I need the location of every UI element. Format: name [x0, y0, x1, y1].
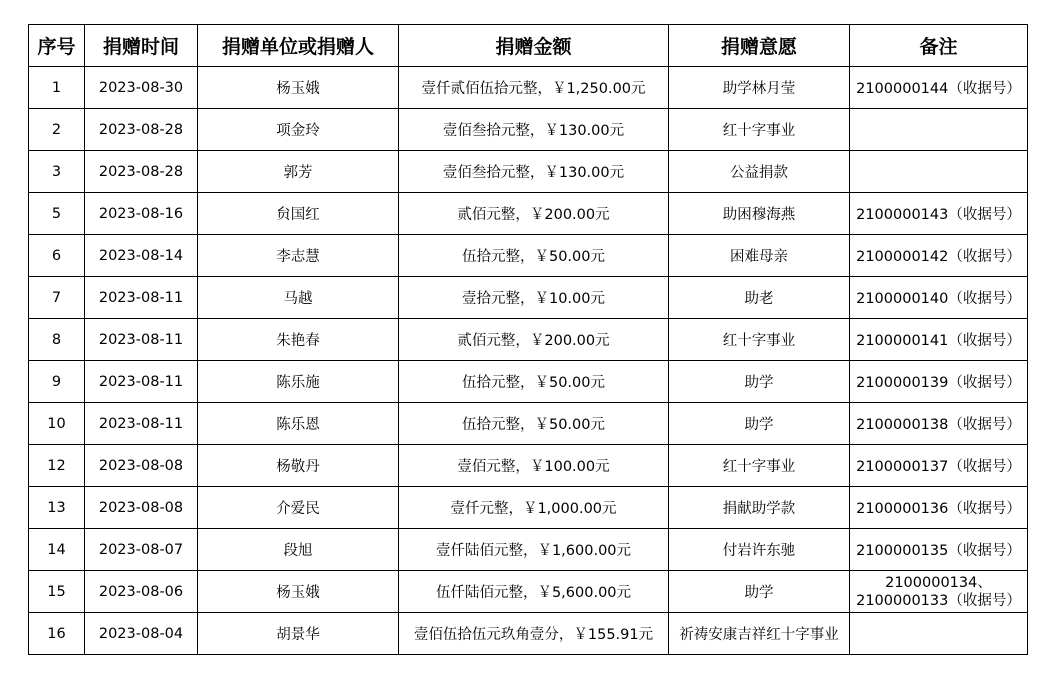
- cell-purpose: 助老: [669, 277, 850, 319]
- header-amount: 捐赠金额: [399, 25, 669, 67]
- cell-note: 2100000144（收据号）: [850, 67, 1028, 109]
- cell-date: 2023-08-08: [85, 487, 198, 529]
- table-row: [29, 487, 1028, 529]
- cell-donor: 朱艳春: [198, 319, 399, 361]
- cell-amount: 壹仟元整，￥1,000.00元: [399, 487, 669, 529]
- cell-date: 2023-08-11: [85, 277, 198, 319]
- table-row: [29, 571, 1028, 613]
- cell-donor: 段旭: [198, 529, 399, 571]
- cell-amount: 伍拾元整，￥50.00元: [399, 235, 669, 277]
- cell-seq: 7: [29, 277, 85, 319]
- donation-table: [28, 24, 1028, 655]
- cell-purpose: 红十字事业: [669, 109, 850, 151]
- header-purpose: 捐赠意愿: [669, 25, 850, 67]
- cell-note: 2100000137（收据号）: [850, 445, 1028, 487]
- table-row: [29, 109, 1028, 151]
- cell-donor: 杨玉娥: [198, 67, 399, 109]
- cell-seq: 15: [29, 571, 85, 613]
- cell-purpose: 捐献助学款: [669, 487, 850, 529]
- cell-donor: 陈乐恩: [198, 403, 399, 445]
- table-row: [29, 235, 1028, 277]
- cell-date: 2023-08-11: [85, 403, 198, 445]
- cell-date: 2023-08-04: [85, 613, 198, 655]
- cell-purpose: 助学林月莹: [669, 67, 850, 109]
- cell-purpose: 助困穆海燕: [669, 193, 850, 235]
- cell-seq: 14: [29, 529, 85, 571]
- cell-seq: 13: [29, 487, 85, 529]
- cell-seq: 2: [29, 109, 85, 151]
- header-note: 备注: [850, 25, 1028, 67]
- cell-amount: 壹仟贰佰伍拾元整，￥1,250.00元: [399, 67, 669, 109]
- cell-donor: 杨敬丹: [198, 445, 399, 487]
- cell-amount: 贰佰元整，￥200.00元: [399, 193, 669, 235]
- cell-donor: 马越: [198, 277, 399, 319]
- cell-note: 2100000135（收据号）: [850, 529, 1028, 571]
- cell-seq: 3: [29, 151, 85, 193]
- header-date: 捐赠时间: [85, 25, 198, 67]
- cell-donor: 郭芳: [198, 151, 399, 193]
- cell-purpose: 祈祷安康吉祥红十字事业: [669, 613, 850, 655]
- table-row: [29, 361, 1028, 403]
- cell-amount: 壹佰叁拾元整，￥130.00元: [399, 109, 669, 151]
- table-row: [29, 193, 1028, 235]
- cell-date: 2023-08-14: [85, 235, 198, 277]
- cell-amount: 壹佰元整，￥100.00元: [399, 445, 669, 487]
- cell-purpose: 助学: [669, 571, 850, 613]
- cell-amount: 壹佰叁拾元整，￥130.00元: [399, 151, 669, 193]
- cell-date: 2023-08-07: [85, 529, 198, 571]
- cell-donor: 贠国红: [198, 193, 399, 235]
- table-row: [29, 529, 1028, 571]
- cell-donor: 项金玲: [198, 109, 399, 151]
- cell-amount: 伍拾元整，￥50.00元: [399, 361, 669, 403]
- table-row: [29, 151, 1028, 193]
- cell-note: 2100000134、2100000133（收据号）: [850, 571, 1028, 613]
- cell-date: 2023-08-30: [85, 67, 198, 109]
- cell-note: [850, 109, 1028, 151]
- table-row: [29, 319, 1028, 361]
- cell-date: 2023-08-16: [85, 193, 198, 235]
- header-row: [29, 25, 1028, 67]
- cell-purpose: 红十字事业: [669, 319, 850, 361]
- cell-note: 2100000139（收据号）: [850, 361, 1028, 403]
- cell-note: 2100000141（收据号）: [850, 319, 1028, 361]
- cell-note: 2100000140（收据号）: [850, 277, 1028, 319]
- cell-seq: 5: [29, 193, 85, 235]
- cell-seq: 10: [29, 403, 85, 445]
- cell-donor: 杨玉娥: [198, 571, 399, 613]
- cell-seq: 1: [29, 67, 85, 109]
- cell-purpose: 助学: [669, 361, 850, 403]
- cell-donor: 李志慧: [198, 235, 399, 277]
- cell-date: 2023-08-28: [85, 151, 198, 193]
- cell-purpose: 困难母亲: [669, 235, 850, 277]
- cell-date: 2023-08-11: [85, 361, 198, 403]
- cell-donor: 胡景华: [198, 613, 399, 655]
- cell-purpose: 红十字事业: [669, 445, 850, 487]
- cell-purpose: 付岩许东驰: [669, 529, 850, 571]
- cell-seq: 6: [29, 235, 85, 277]
- cell-amount: 壹仟陆佰元整，￥1,600.00元: [399, 529, 669, 571]
- cell-donor: 介爱民: [198, 487, 399, 529]
- cell-note: 2100000143（收据号）: [850, 193, 1028, 235]
- cell-date: 2023-08-06: [85, 571, 198, 613]
- cell-amount: 伍仟陆佰元整，￥5,600.00元: [399, 571, 669, 613]
- table-row: [29, 613, 1028, 655]
- header-seq: 序号: [29, 25, 85, 67]
- cell-note: 2100000138（收据号）: [850, 403, 1028, 445]
- cell-date: 2023-08-28: [85, 109, 198, 151]
- cell-note: [850, 613, 1028, 655]
- cell-seq: 8: [29, 319, 85, 361]
- header-donor: 捐赠单位或捐赠人: [198, 25, 399, 67]
- cell-purpose: 公益捐款: [669, 151, 850, 193]
- cell-seq: 12: [29, 445, 85, 487]
- table-row: [29, 403, 1028, 445]
- table-row: [29, 277, 1028, 319]
- cell-amount: 壹佰伍拾伍元玖角壹分，￥155.91元: [399, 613, 669, 655]
- cell-date: 2023-08-11: [85, 319, 198, 361]
- cell-donor: 陈乐施: [198, 361, 399, 403]
- cell-amount: 贰佰元整，￥200.00元: [399, 319, 669, 361]
- cell-note: [850, 151, 1028, 193]
- cell-amount: 壹拾元整，￥10.00元: [399, 277, 669, 319]
- cell-note: 2100000142（收据号）: [850, 235, 1028, 277]
- cell-seq: 16: [29, 613, 85, 655]
- cell-seq: 9: [29, 361, 85, 403]
- cell-date: 2023-08-08: [85, 445, 198, 487]
- cell-amount: 伍拾元整，￥50.00元: [399, 403, 669, 445]
- table-row: [29, 445, 1028, 487]
- cell-note: 2100000136（收据号）: [850, 487, 1028, 529]
- table-row: [29, 67, 1028, 109]
- table-body: [29, 67, 1028, 655]
- cell-purpose: 助学: [669, 403, 850, 445]
